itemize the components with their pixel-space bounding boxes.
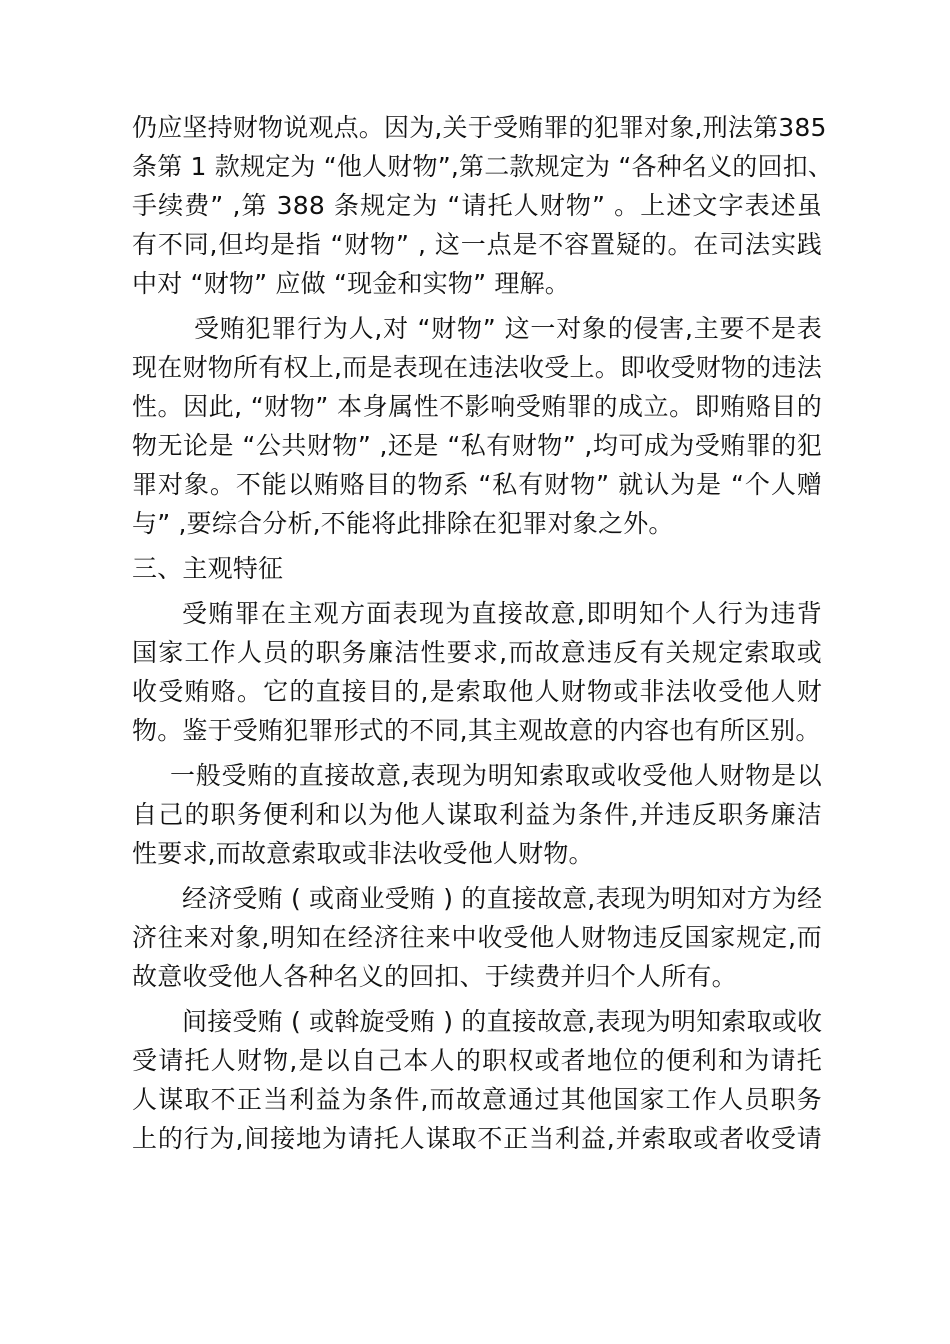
text-line: 人谋取不正当利益为条件,而故意通过其他国家工作人员职务	[132, 1085, 822, 1114]
paragraph-economic-bribery	[132, 879, 822, 996]
text-line: 仍应坚持财物说观点。因为,关于受贿罪的犯罪对象,刑法第385	[132, 113, 827, 142]
text-line: 经济受贿 ( 或商业受贿 ) 的直接故意,表现为明知对方为经	[182, 884, 823, 913]
text-line: 中对 “财物” 应做 “现金和实物” 理解。	[132, 269, 570, 298]
text-line: 物无论是 “公共财物” ,还是 “私有财物” ,均可成为受贿罪的犯	[132, 431, 822, 460]
paragraph-indirect-bribery	[132, 1002, 822, 1158]
text-line: 性。因此, “财物” 本身属性不影响受贿罪的成立。即贿赂目的	[132, 392, 822, 421]
text-line: 自己的职务便利和以为他人谋取利益为条件,并违反职务廉洁	[132, 800, 822, 829]
paragraph-general-bribery	[132, 756, 822, 873]
text-line: 性要求,而故意索取或非法收受他人财物。	[132, 839, 594, 868]
heading-subjective-features: 三、主观特征	[132, 554, 284, 583]
text-line: 与” ,要综合分析,不能将此排除在犯罪对象之外。	[132, 509, 674, 538]
text-line: 间接受贿 ( 或斡旋受贿 ) 的直接故意,表现为明知索取或收	[182, 1007, 823, 1036]
paragraph-property-view	[132, 108, 834, 303]
text-line: 故意收受他人各种名义的回扣、于续费并归个人所有。	[132, 962, 737, 991]
text-line: 国家工作人员的职务廉洁性要求,而故意违反有关规定索取或	[132, 638, 822, 667]
text-line: 受贿罪在主观方面表现为直接故意,即明知个人行为违背	[182, 599, 822, 628]
text-line: 有不同,但均是指 “财物” , 这一点是不容置疑的。在司法实践	[132, 230, 822, 259]
text-line: 手续费” ,第 388 条规定为 “请托人财物” 。上述文字表述虽	[132, 191, 822, 220]
text-line: 物。鉴于受贿犯罪形式的不同,其主观故意的内容也有所区别。	[132, 716, 821, 745]
text-line: 济往来对象,明知在经济往来中收受他人财物违反国家规定,而	[132, 923, 822, 952]
text-line: 现在财物所有权上,而是表现在违法收受上。即收受财物的违法	[132, 353, 822, 382]
text-line: 受请托人财物,是以自己本人的职权或者地位的便利和为请托	[132, 1046, 822, 1075]
section-heading	[132, 549, 822, 588]
text-line: 上的行为,间接地为请托人谋取不正当利益,并索取或者收受请	[132, 1124, 822, 1153]
text-line: 受贿犯罪行为人,对 “财物” 这一对象的侵害,主要不是表	[194, 314, 822, 343]
text-line: 条第 1 款规定为 “他人财物”,第二款规定为 “各种名义的回扣、	[132, 152, 834, 181]
paragraph-object-infringement	[132, 309, 822, 543]
document-page	[132, 108, 834, 1158]
paragraph-direct-intent	[132, 594, 822, 750]
text-line: 罪对象。不能以贿赂目的物系 “私有财物” 就认为是 “个人赠	[132, 470, 822, 499]
text-line: 一般受贿的直接故意,表现为明知索取或收受他人财物是以	[170, 761, 822, 790]
text-line: 收受贿赂。它的直接目的,是索取他人财物或非法收受他人财	[132, 677, 822, 706]
